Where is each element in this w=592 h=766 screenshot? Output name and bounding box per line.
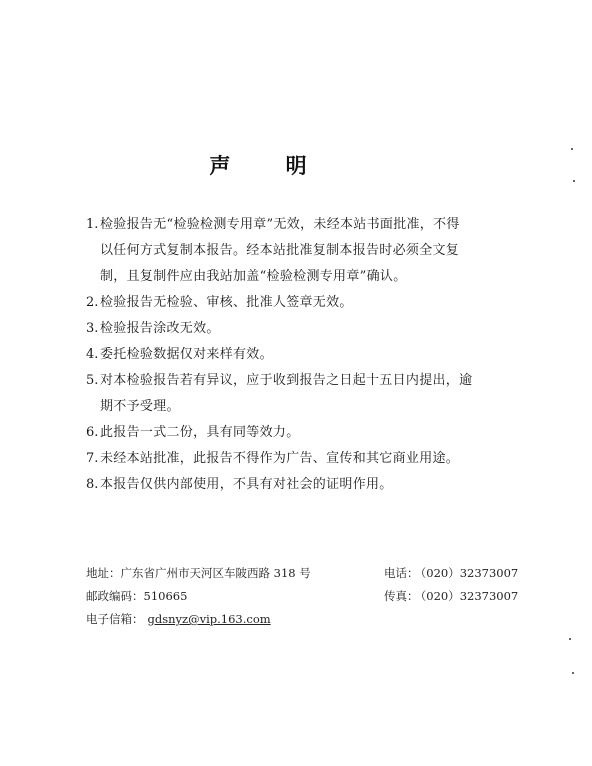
fax-label: 传真：	[384, 589, 419, 603]
email-link[interactable]: gdsnyz@vip.163.com	[147, 612, 271, 626]
statement-item-7	[86, 446, 506, 472]
item-text	[100, 368, 506, 420]
item-line: 检验报告涂改无效。	[100, 321, 220, 336]
statement-item-3	[86, 316, 506, 342]
footer-row-postcode	[86, 585, 526, 608]
item-line: 制，且复制件应由我站加盖“检验检测专用章”确认。	[100, 269, 407, 284]
item-text	[100, 420, 506, 446]
statement-item-4	[86, 342, 506, 368]
postcode-text: 邮政编码：510665	[86, 589, 188, 603]
item-text	[100, 446, 506, 472]
footer-row-email	[86, 608, 526, 631]
item-line: 对本检验报告若有异议，应于收到报告之日起十五日内提出，逾	[100, 373, 473, 388]
item-text	[100, 472, 506, 498]
item-line: 检验报告无“检验检测专用章”无效，未经本站书面批准，不得	[100, 217, 460, 232]
statement-item-1	[86, 212, 506, 290]
fax-info	[384, 585, 526, 608]
email-label: 电子信箱：	[86, 612, 144, 626]
item-number: 7.	[86, 451, 99, 466]
scan-speck	[573, 180, 575, 182]
scan-speck	[572, 672, 574, 674]
fax-value: （020）32373007	[420, 589, 519, 603]
phone-label: 电话：	[384, 566, 419, 580]
item-number: 4.	[86, 347, 99, 362]
item-number: 5.	[86, 373, 99, 388]
page-title: 声 明	[209, 153, 331, 178]
phone-info	[384, 562, 526, 585]
item-number: 8.	[86, 477, 99, 492]
statement-item-2	[86, 290, 506, 316]
item-line: 此报告一式二份，具有同等效力。	[100, 425, 300, 440]
footer-row-address	[86, 562, 526, 585]
address-text: 地址：广东省广州市天河区车陂西路 318 号	[86, 566, 311, 580]
item-text	[100, 290, 506, 316]
item-number: 2.	[86, 295, 99, 310]
phone-value: （020）32373007	[420, 566, 519, 580]
item-text	[100, 342, 506, 368]
statement-item-6	[86, 420, 506, 446]
item-number: 1.	[86, 217, 99, 232]
statement-list	[86, 212, 506, 498]
item-number: 6.	[86, 425, 99, 440]
item-number: 3.	[86, 321, 99, 336]
item-text	[100, 212, 506, 290]
contact-footer	[86, 562, 526, 631]
email-info	[86, 608, 271, 631]
statement-item-8	[86, 472, 506, 498]
item-line: 期不予受理。	[100, 399, 180, 414]
scan-speck	[571, 148, 573, 150]
item-line: 未经本站批准，此报告不得作为广告、宣传和其它商业用途。	[100, 451, 460, 466]
scan-speck	[569, 638, 571, 640]
item-line: 检验报告无检验、审核、批准人签章无效。	[100, 295, 353, 310]
item-text	[100, 316, 506, 342]
statement-item-5	[86, 368, 506, 420]
item-line: 以任何方式复制本报告。经本站批准复制本报告时必须全文复	[100, 243, 460, 258]
item-line: 本报告仅供内部使用，不具有对社会的证明作用。	[100, 477, 393, 492]
item-line: 委托检验数据仅对来样有效。	[100, 347, 273, 362]
